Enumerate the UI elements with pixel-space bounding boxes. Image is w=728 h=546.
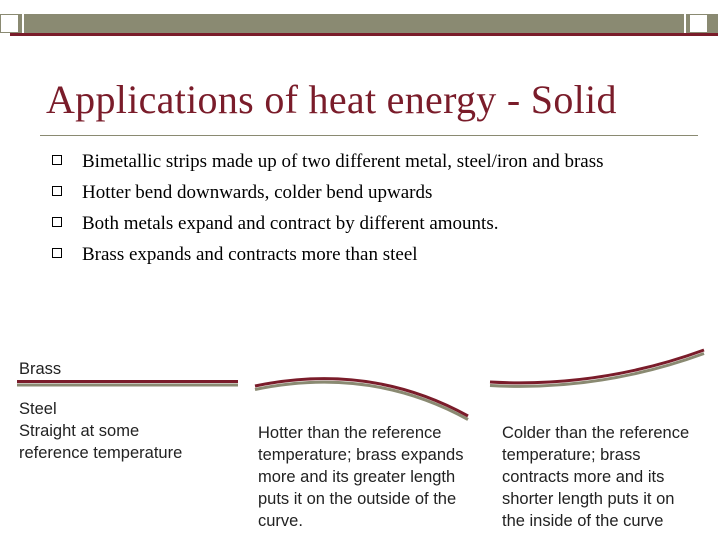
- top-right-square: [689, 14, 708, 33]
- cold-strip-brass: [490, 350, 704, 383]
- top-left-square: [0, 14, 19, 33]
- caption-line: Straight at some: [19, 422, 140, 440]
- top-decorative-bar: [0, 0, 728, 36]
- caption-line: puts it on the outside of the: [258, 490, 457, 508]
- bullet-text: Both metals expand and contract by different amounts.: [82, 213, 499, 234]
- bullet-text: Brass expands and contracts more than steel: [82, 244, 418, 265]
- straight-caption: [19, 420, 182, 464]
- colder-caption: [502, 422, 689, 532]
- square-bullet-icon: [52, 248, 62, 258]
- caption-line: curve.: [258, 512, 303, 530]
- bullet-item: [48, 150, 688, 173]
- caption-line: reference temperature: [19, 444, 183, 462]
- caption-line: Colder than the reference: [502, 424, 690, 442]
- caption-line: more and its greater length: [258, 468, 456, 486]
- top-accent-line: [10, 33, 718, 36]
- bullet-text: Hotter bend downwards, colder bend upwards: [82, 182, 433, 203]
- square-bullet-icon: [52, 186, 62, 196]
- caption-line: contracts more and its: [502, 468, 665, 486]
- caption-line: shorter length puts it on: [502, 490, 675, 508]
- square-bullet-icon: [52, 155, 62, 165]
- caption-line: temperature; brass: [502, 446, 641, 464]
- caption-line: temperature; brass expands: [258, 446, 464, 464]
- caption-line: the inside of the curve: [502, 512, 664, 530]
- bullet-item: [48, 243, 688, 266]
- title-underline: [40, 135, 698, 136]
- bullet-list: [48, 150, 688, 274]
- brass-label: Brass: [19, 360, 62, 378]
- caption-line: Hotter than the reference: [258, 424, 442, 442]
- bimetallic-strip-diagram: [0, 340, 728, 546]
- top-band-inner: [22, 14, 686, 33]
- square-bullet-icon: [52, 217, 62, 227]
- bullet-item: [48, 212, 688, 235]
- bullet-text: Bimetallic strips made up of two different metal, steel/iron and brass: [82, 151, 604, 172]
- slide-title: Applications of heat energy - Solid: [46, 77, 617, 122]
- steel-label: Steel: [19, 400, 57, 418]
- hotter-caption: [258, 422, 463, 532]
- bullet-item: [48, 181, 688, 204]
